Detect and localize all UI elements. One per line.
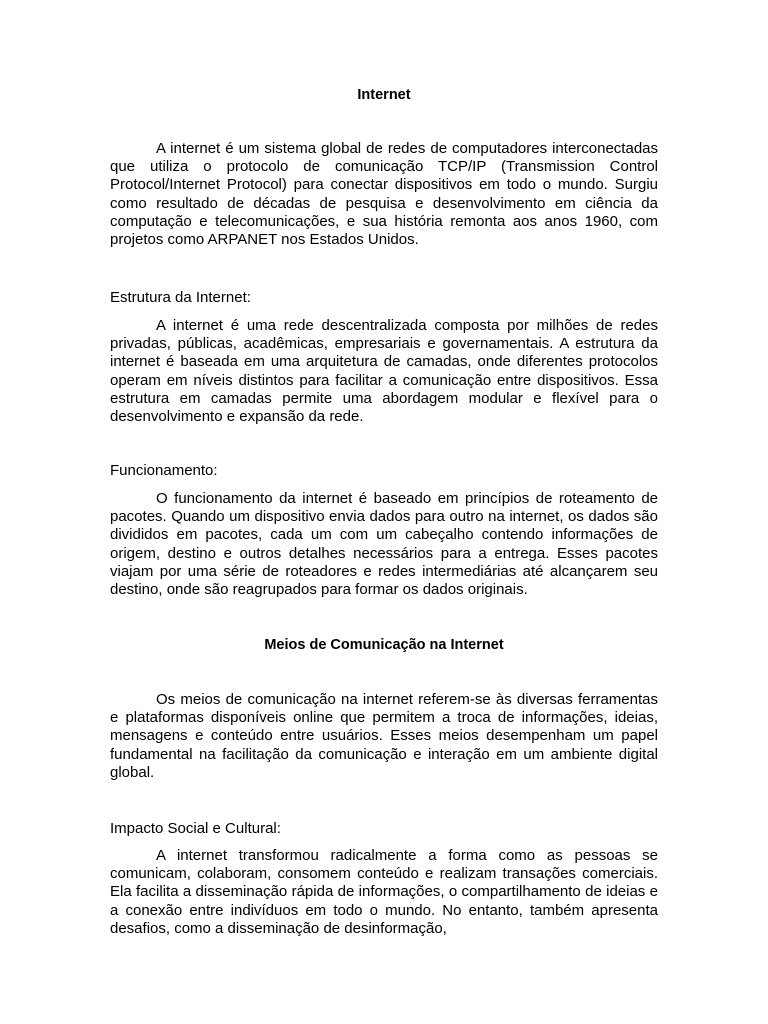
heading-impacto: Impacto Social e Cultural:: [110, 820, 281, 837]
heading-estrutura: Estrutura da Internet:: [110, 289, 251, 306]
funcionamento-paragraph: O funcionamento da internet é baseado em princípios de roteamento de pacotes. Quando um dispositivo envia dados para outro na internet, os dados são divididos em pacotes, cada um com um cabeçalho contendo informações de origem, destino e outros detalhes necessários para a entrega. Esses pacotes viajam por uma série de roteadores e redes intermediárias até alcançarem seu destino, onde são reagrupados para formar os dados originais.: [110, 490, 658, 599]
document-page: [110, 0, 658, 1024]
document-title: Internet: [357, 87, 411, 103]
meios-paragraph: Os meios de comunicação na internet referem-se às diversas ferramentas e plataformas disponíveis online que permitem a troca de informações, ideias, mensagens e conteúdo entre usuários. Esses meios desempenham um papel fundamental na facilitação da comunicação e interação em um ambiente digital global.: [110, 691, 658, 781]
subtitle-meios: Meios de Comunicação na Internet: [264, 637, 504, 653]
impacto-paragraph: A internet transformou radicalmente a forma como as pessoas se comunicam, colaboram, consomem conteúdo e realizam transações comerciais. Ela facilita a disseminação rápida de informações, o compartilhamento de ideias e a conexão entre indivíduos em todo o mundo. No entanto, também apresenta desafios, como a disseminação de desinformação,: [110, 847, 658, 937]
heading-funcionamento: Funcionamento:: [110, 462, 218, 479]
estrutura-paragraph: A internet é uma rede descentralizada composta por milhões de redes privadas, públicas, acadêmicas, empresariais e governamentais. A estrutura da internet é baseada em uma arquitetura de camadas, onde diferentes protocolos operam em níveis distintos para facilitar a comunicação entre dispositivos. Essa estrutura em camadas permite uma abordagem modular e flexível para o desenvolvimento e expansão da rede.: [110, 317, 658, 426]
intro-paragraph: A internet é um sistema global de redes de computadores interconectadas que utiliza o protocolo de comunicação TCP/IP (Transmission Control Protocol/Internet Protocol) para conectar dispositivos em todo o mundo. Surgiu como resultado de décadas de pesquisa e desenvolvimento em ciência da computação e telecomunicações, e sua história remonta aos anos 1960, com projetos como ARPANET nos Estados Unidos.: [110, 140, 658, 249]
